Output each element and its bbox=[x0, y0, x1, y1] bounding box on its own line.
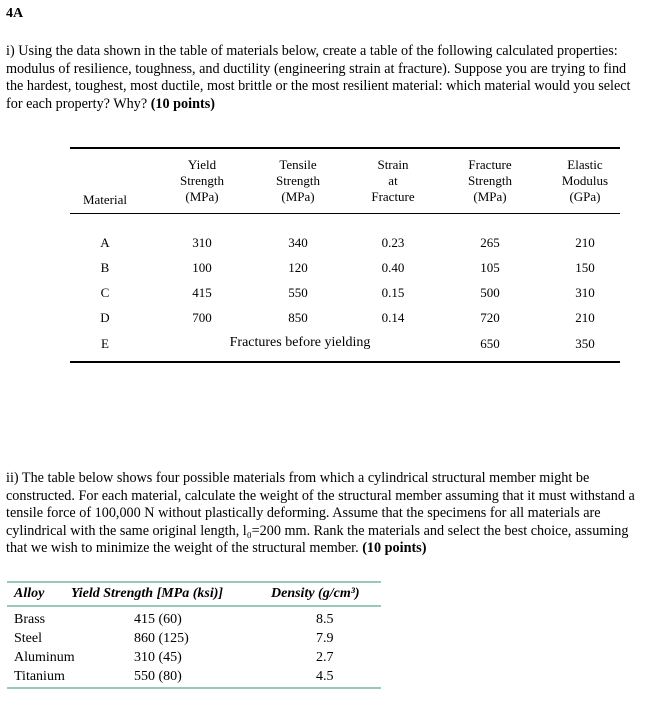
cell-yield: 310 bbox=[192, 235, 212, 250]
cell-elastic: 350 bbox=[575, 336, 595, 351]
question-2-points: (10 points) bbox=[362, 540, 427, 556]
cell-tensile: 850 bbox=[288, 310, 308, 325]
table-rule-header bbox=[70, 213, 620, 214]
table-rule-bottom bbox=[70, 361, 620, 363]
table-rule-top bbox=[70, 147, 620, 149]
header-alloy: Alloy bbox=[14, 586, 45, 601]
cell-yield: 100 bbox=[192, 260, 212, 275]
alloy-table bbox=[7, 581, 381, 689]
header-alloy-yield-strength: Yield Strength [MPa (ksi)] bbox=[71, 586, 224, 601]
header-fracture-line3: (MPa) bbox=[473, 189, 507, 204]
cell-strain: 0.23 bbox=[381, 235, 405, 250]
header-yield-line2: Strength bbox=[179, 173, 225, 188]
cell-note-fractures-before-yielding: Fractures before yielding bbox=[229, 335, 371, 350]
cell-strain: 0.40 bbox=[381, 260, 405, 275]
header-yield-line1: Yield bbox=[187, 157, 217, 172]
header-tensile-line1: Tensile bbox=[279, 157, 317, 172]
cell-elastic: 210 bbox=[575, 235, 595, 250]
alloy-rule-bottom bbox=[7, 687, 381, 689]
alloy-density: 4.5 bbox=[316, 669, 334, 684]
cell-material: B bbox=[100, 260, 110, 275]
question-1-text: i) Using the data shown in the table of materials below, create a table of the following calculated properties: modulus of resilience, toughness, and ductility (engineering strain at fracture). Suppose you are trying to find the hardest, toughest, most ductile, most brittle or the most resilient material: which material would you select for each property? Why? bbox=[6, 43, 631, 112]
alloy-name: Titanium bbox=[14, 669, 65, 684]
materials-table bbox=[70, 147, 620, 363]
alloy-name: Aluminum bbox=[14, 650, 75, 665]
alloy-name: Brass bbox=[14, 612, 46, 627]
cell-fracture: 720 bbox=[480, 310, 500, 325]
cell-material: D bbox=[100, 310, 110, 325]
header-yield-line3: (MPa) bbox=[185, 189, 219, 204]
question-part-2 bbox=[6, 470, 646, 558]
cell-material: C bbox=[100, 285, 110, 300]
header-fracture-strength bbox=[450, 157, 530, 205]
header-tensile-line2: Strength bbox=[275, 173, 321, 188]
cell-tensile: 340 bbox=[288, 235, 308, 250]
alloy-density: 7.9 bbox=[316, 631, 334, 646]
cell-strain: 0.15 bbox=[381, 285, 405, 300]
cell-fracture: 265 bbox=[480, 235, 500, 250]
cell-fracture: 500 bbox=[480, 285, 500, 300]
header-elastic-line1: Elastic bbox=[567, 157, 603, 172]
header-strain-at-fracture bbox=[353, 157, 433, 205]
cell-elastic: 310 bbox=[575, 285, 595, 300]
cell-yield: 700 bbox=[192, 310, 212, 325]
cell-fracture: 105 bbox=[480, 260, 500, 275]
header-tensile-line3: (MPa) bbox=[281, 189, 315, 204]
header-fracture-line2: Strength bbox=[467, 173, 513, 188]
header-yield-strength bbox=[162, 157, 242, 205]
header-elastic-line3: (GPa) bbox=[569, 189, 601, 204]
alloy-name: Steel bbox=[14, 631, 42, 646]
question-part-1 bbox=[6, 43, 646, 113]
question-2-text: ii) The table below shows four possible materials from which a cylindrical structural member might be constructed. For each material, calculate the weight of the structural member assuming that it must withstand a tensile force of 100,000 N without plastically deforming. Assume that the specimens for all materials are cylindrical with the same original length, l₀=200 mm. Rank the materials and select the best choice, assuming that we wish to minimize the weight of the structural member. bbox=[6, 470, 635, 556]
header-material: Material bbox=[82, 192, 128, 207]
alloy-density: 2.7 bbox=[316, 650, 334, 665]
cell-tensile: 120 bbox=[288, 260, 308, 275]
cell-yield: 415 bbox=[192, 285, 212, 300]
alloy-yield: 550 (80) bbox=[134, 669, 182, 684]
cell-material: E bbox=[101, 336, 109, 351]
question-1-points: (10 points) bbox=[150, 95, 215, 112]
cell-elastic: 210 bbox=[575, 310, 595, 325]
cell-elastic: 150 bbox=[575, 260, 595, 275]
header-strain-line3: Fracture bbox=[371, 189, 415, 204]
cell-fracture: 650 bbox=[480, 336, 500, 351]
cell-material: A bbox=[100, 235, 110, 250]
header-elastic-modulus bbox=[545, 157, 625, 205]
header-tensile-strength bbox=[258, 157, 338, 205]
header-density: Density (g/cm³) bbox=[271, 586, 360, 601]
alloy-density: 8.5 bbox=[316, 612, 334, 627]
header-fracture-line1: Fracture bbox=[468, 157, 512, 172]
alloy-yield: 310 (45) bbox=[134, 650, 182, 665]
header-strain-line2: at bbox=[388, 173, 398, 188]
cell-tensile: 550 bbox=[288, 285, 308, 300]
header-strain-line1: Strain bbox=[377, 157, 409, 172]
cell-strain: 0.14 bbox=[381, 310, 405, 325]
section-heading: 4A bbox=[6, 6, 24, 21]
alloy-yield: 415 (60) bbox=[134, 612, 182, 627]
alloy-rule-header bbox=[7, 605, 381, 607]
alloy-rule-top bbox=[7, 581, 381, 583]
header-elastic-line2: Modulus bbox=[561, 173, 609, 188]
alloy-yield: 860 (125) bbox=[134, 631, 189, 646]
